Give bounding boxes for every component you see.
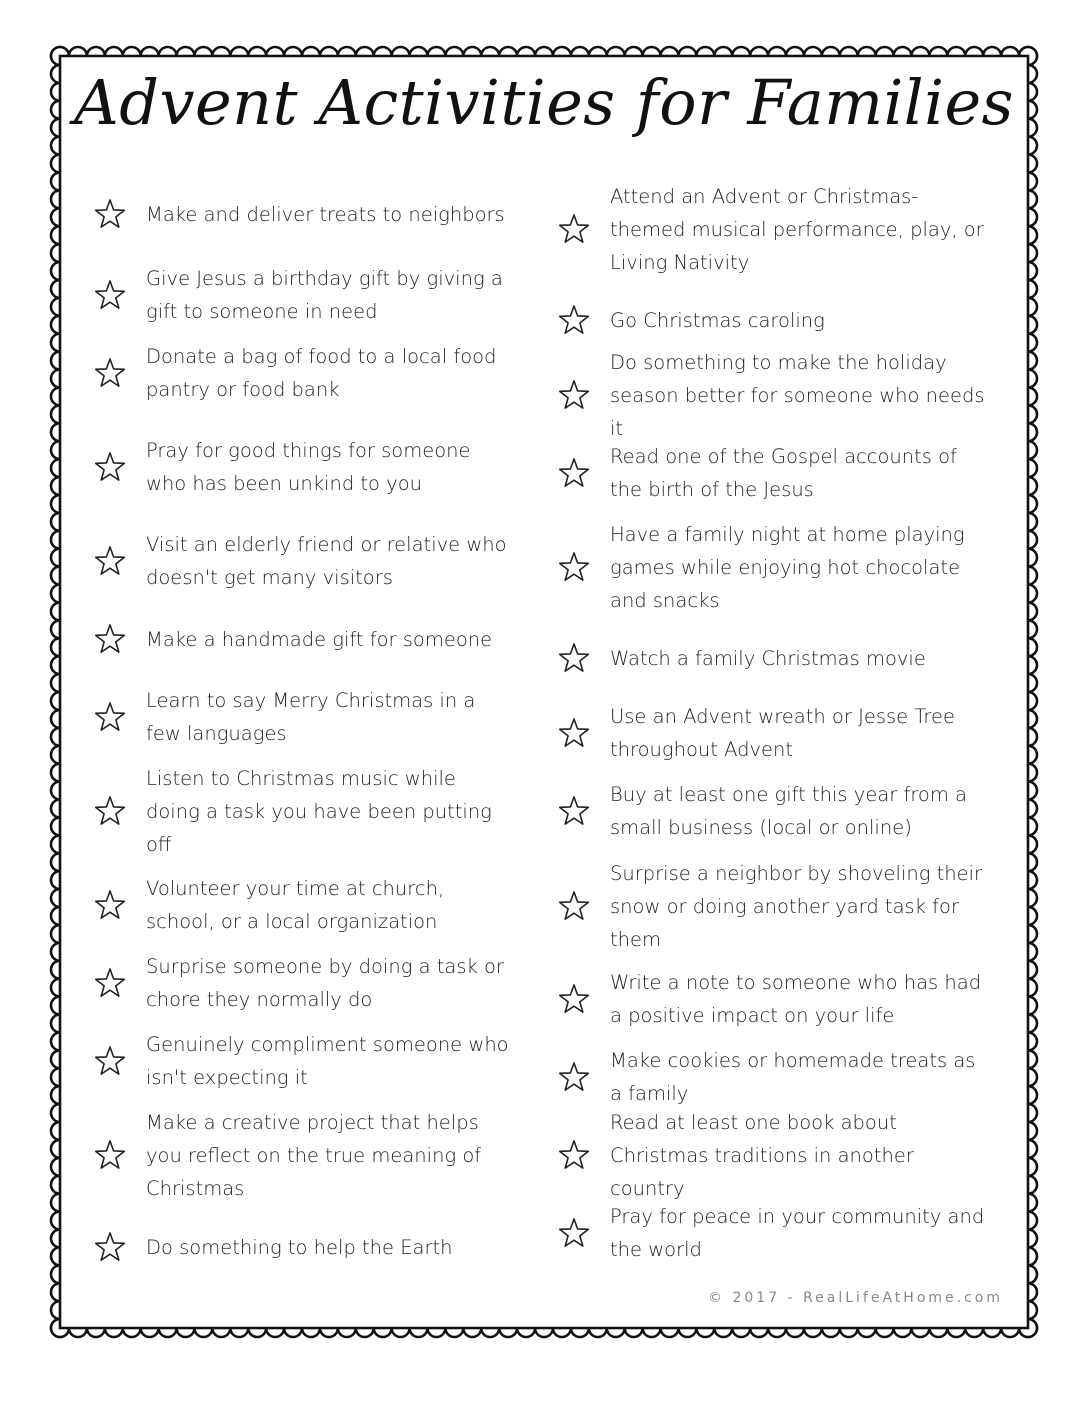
star-outline-icon: [92, 621, 128, 657]
activity-item: Volunteer your time at church, school, or a local organization: [92, 872, 512, 938]
star-outline-icon: [556, 1137, 592, 1173]
activity-item: Visit an elderly friend or relative who doesn't get many visitors: [92, 528, 512, 594]
activity-item: Write a note to someone who has had a positive impact on your life: [556, 966, 992, 1032]
star-outline-icon: [92, 887, 128, 923]
star-outline-icon: [92, 277, 128, 313]
star-outline-icon: [92, 1137, 128, 1173]
activity-item: Learn to say Merry Christmas in a few languages: [92, 684, 512, 750]
copyright-footer: © 2017 - RealLifeAtHome.com: [708, 1290, 1003, 1306]
page-title: Advent Activities for Families: [74, 66, 1014, 139]
activity-item: Watch a family Christmas movie: [556, 640, 992, 676]
star-outline-icon: [92, 793, 128, 829]
activity-item: Give Jesus a birthday gift by giving a gift to someone in need: [92, 262, 512, 328]
star-outline-icon: [556, 793, 592, 829]
star-outline-icon: [556, 715, 592, 751]
activity-item: Genuinely compliment someone who isn't expecting it: [92, 1028, 512, 1094]
activity-item: Pray for peace in your community and the world: [556, 1200, 992, 1266]
star-outline-icon: [556, 888, 592, 924]
star-outline-icon: [92, 543, 128, 579]
activity-item: Have a family night at home playing games while enjoying hot chocolate and snacks: [556, 518, 992, 617]
star-outline-icon: [556, 377, 592, 413]
star-outline-icon: [92, 196, 128, 232]
activity-item: Go Christmas caroling: [556, 302, 992, 338]
star-outline-icon: [556, 302, 592, 338]
activity-item: Surprise someone by doing a task or chore they normally do: [92, 950, 512, 1016]
activity-item: Do something to make the holiday season better for someone who needs it: [556, 346, 992, 445]
activity-item: Buy at least one gift this year from a small business (local or online): [556, 778, 992, 844]
activity-item: Use an Advent wreath or Jesse Tree throughout Advent: [556, 700, 992, 766]
activity-item: Do something to help the Earth: [92, 1229, 512, 1265]
star-outline-icon: [92, 1229, 128, 1265]
activity-item: Surprise a neighbor by shoveling their snow or doing another yard task for them: [556, 857, 992, 956]
activity-item: Donate a bag of food to a local food pantry or food bank: [92, 340, 512, 406]
activity-item: Read one of the Gospel accounts of the birth of the Jesus: [556, 440, 992, 506]
activity-item: Attend an Advent or Christmas-themed musical performance, play, or Living Nativity: [556, 180, 992, 279]
star-outline-icon: [556, 1059, 592, 1095]
star-outline-icon: [92, 965, 128, 1001]
star-outline-icon: [92, 699, 128, 735]
activity-item: Listen to Christmas music while doing a task you have been putting off: [92, 762, 512, 861]
star-outline-icon: [92, 449, 128, 485]
star-outline-icon: [556, 981, 592, 1017]
activity-item: Pray for good things for someone who has been unkind to you: [92, 434, 512, 500]
activity-item: Make and deliver treats to neighbors: [92, 196, 512, 232]
star-outline-icon: [92, 1043, 128, 1079]
star-outline-icon: [556, 1215, 592, 1251]
star-outline-icon: [556, 211, 592, 247]
star-outline-icon: [556, 640, 592, 676]
star-outline-icon: [556, 549, 592, 585]
activity-item: Make a handmade gift for someone: [92, 621, 512, 657]
star-outline-icon: [92, 355, 128, 391]
activity-item: Read at least one book about Christmas traditions in another country: [556, 1106, 992, 1205]
star-outline-icon: [556, 455, 592, 491]
activity-item: Make a creative project that helps you reflect on the true meaning of Christmas: [92, 1106, 512, 1205]
activity-item: Make cookies or homemade treats as a family: [556, 1044, 992, 1110]
